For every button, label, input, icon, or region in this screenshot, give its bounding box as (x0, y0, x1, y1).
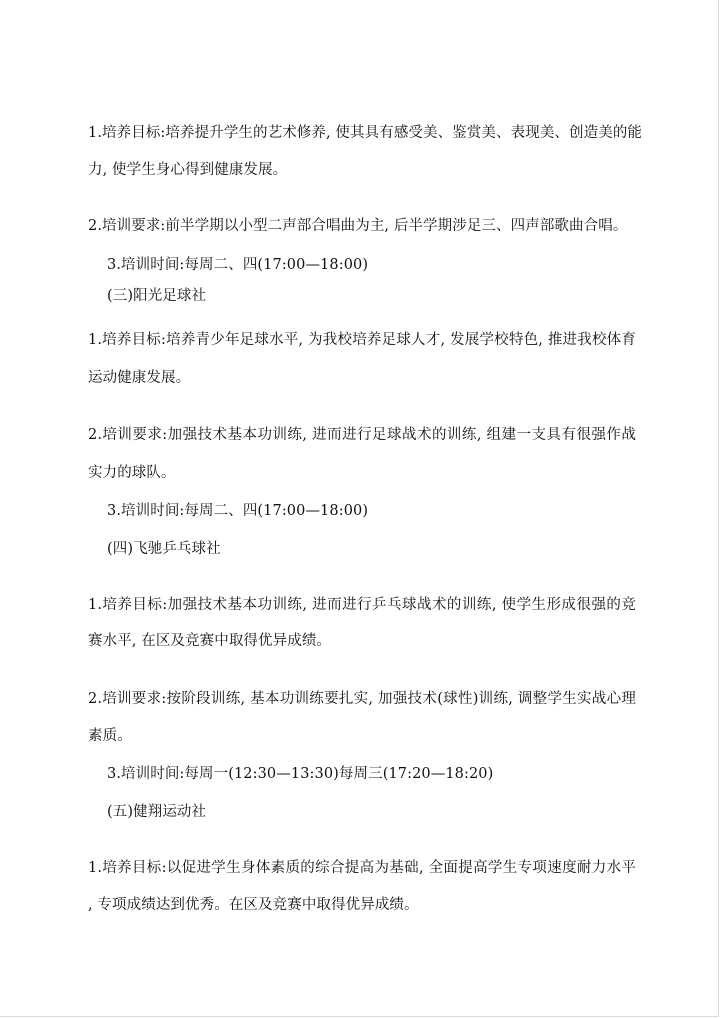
text-line-table-tennis-time: 3.培训时间:每周一(12:30—13:30)每周三(17:20—18:20) (107, 766, 494, 782)
text-line-table-tennis-requirement-1: 2.培训要求:按阶段训练, 基本功训练要扎实, 加强技术(球性)训练, 调整学生实战心理 (88, 691, 636, 707)
text-line-football-requirement-1: 2.培训要求:加强技术基本功训练, 进而进行足球战术的训练, 组建一支具有很强作战 (88, 427, 636, 443)
text-line-table-tennis-goal-1: 1.培养目标:加强技术基本功训练, 进而进行乒乓球战术的训练, 使学生形成很强的竞 (88, 597, 636, 613)
text-line-football-time: 3.培训时间:每周二、四(17:00—18:00) (107, 503, 369, 519)
text-line-football-goal-2: 运动健康发展。 (88, 370, 191, 386)
section-heading-table-tennis: (四)飞驰乒乓球社 (107, 541, 221, 557)
text-line-choir-time: 3.培训时间:每周二、四(17:00—18:00) (107, 257, 369, 273)
text-line-choir-goal-2: 力, 使学生身心得到健康发展。 (88, 162, 288, 178)
section-heading-athletics: (五)健翔运动社 (107, 804, 207, 820)
section-heading-football: (三)阳光足球社 (107, 288, 207, 304)
text-line-athletics-goal-2: , 专项成绩达到优秀。在区及竞赛中取得优异成绩。 (88, 897, 419, 913)
text-line-choir-goal-1: 1.培养目标:培养提升学生的艺术修养, 使其具有感受美、鉴赏美、表现美、创造美的能 (88, 125, 643, 141)
text-line-table-tennis-goal-2: 赛水平, 在区及竞赛中取得优异成绩。 (88, 633, 332, 649)
text-line-choir-requirement: 2.培训要求:前半学期以小型二声部合唱曲为主, 后半学期涉足三、四声部歌曲合唱。 (88, 218, 628, 234)
text-line-football-requirement-2: 实力的球队。 (88, 465, 176, 481)
text-line-table-tennis-requirement-2: 素质。 (88, 728, 132, 744)
text-line-athletics-goal-1: 1.培养目标:以促进学生身体素质的综合提高为基础, 全面提高学生专项速度耐力水平 (88, 860, 636, 876)
text-line-football-goal-1: 1.培养目标:培养青少年足球水平, 为我校培养足球人才, 发展学校特色, 推进我校体育 (88, 332, 636, 348)
